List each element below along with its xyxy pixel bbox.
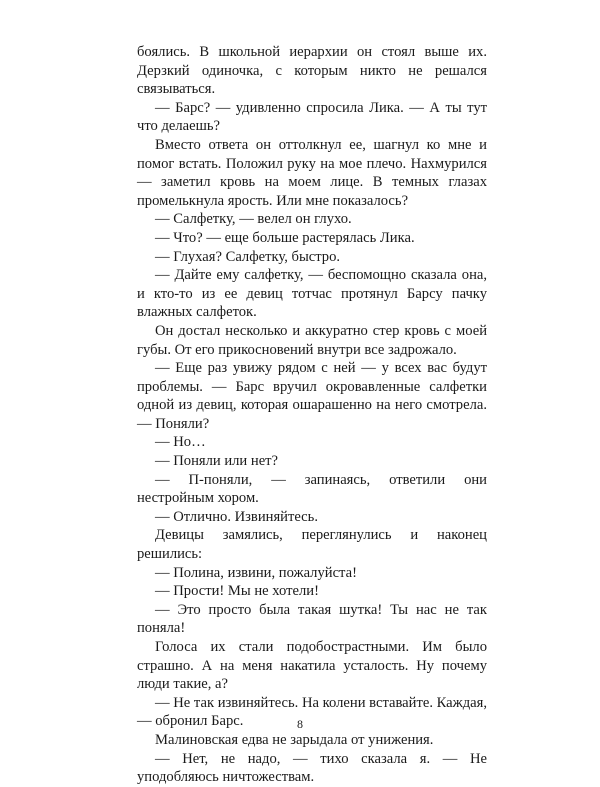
paragraph: боялись. В школьной иерархии он стоял выше их. Дерзкий одиночка, с которым никто не решался связываться.: [137, 44, 487, 98]
paragraph: — Еще раз увижу рядом с ней — у всех вас будут проблемы. — Барс вручил окровавленные салфетки одной из девиц, которая ошарашенно на него смотрела. — Поняли?: [137, 360, 487, 432]
paragraph: — Барс? — удивленно спросила Лика. — А ты тут что делаешь?: [137, 99, 487, 135]
paragraph: — Но…: [155, 434, 206, 451]
paragraph: — Прости! Мы не хотели!: [155, 583, 319, 600]
paragraph: — Не так извиняйтесь. На колени вставайте. Каждая, — обронил Барс.: [137, 694, 487, 730]
paragraph: Вместо ответа он оттолкнул ее, шагнул ко мне и помог встать. Положил руку на мое плечо. Нахмурился — заметил кровь на моем лице. В темных глазах промелькнула ярость. Или мне показалось?: [137, 136, 487, 209]
paragraph: — Это просто была такая шутка! Ты нас не так поняла!: [137, 601, 487, 637]
paragraph: — Нет, не надо, — тихо сказала я. — Не уподобляюсь ничтожествам.: [137, 750, 487, 786]
paragraph: — Поняли или нет?: [155, 453, 279, 470]
paragraph: — Дайте ему салфетку, — беспомощно сказала она, и кто-то из ее девиц тотчас протянул Барсу пачку влажных салфеток.: [137, 267, 487, 321]
paragraph: — П-поняли, — запинаясь, ответили они нестройным хором.: [137, 471, 487, 507]
body-text: [137, 43, 487, 787]
paragraph: — Отлично. Извиняйтесь.: [155, 508, 318, 525]
page-number: 8: [297, 717, 303, 731]
paragraph: Девицы замялись, переглянулись и наконец решились:: [137, 527, 487, 563]
paragraph: — Салфетку, — велел он глухо.: [155, 211, 352, 228]
paragraph: Он достал несколько и аккуратно стер кровь с моей губы. От его прикосновений внутри все задрожало.: [137, 322, 487, 358]
paragraph: Голоса их стали подобострастными. Им было страшно. А на меня накатила усталость. Ну почему люди такие, а?: [137, 639, 487, 693]
paragraph: — Что? — еще больше растерялась Лика.: [155, 229, 415, 246]
paragraph: — Полина, извини, пожалуйста!: [155, 564, 357, 581]
paragraph: — Глухая? Салфетку, быстро.: [155, 248, 341, 265]
paragraph: Малиновская едва не зарыдала от унижения.: [155, 731, 434, 748]
